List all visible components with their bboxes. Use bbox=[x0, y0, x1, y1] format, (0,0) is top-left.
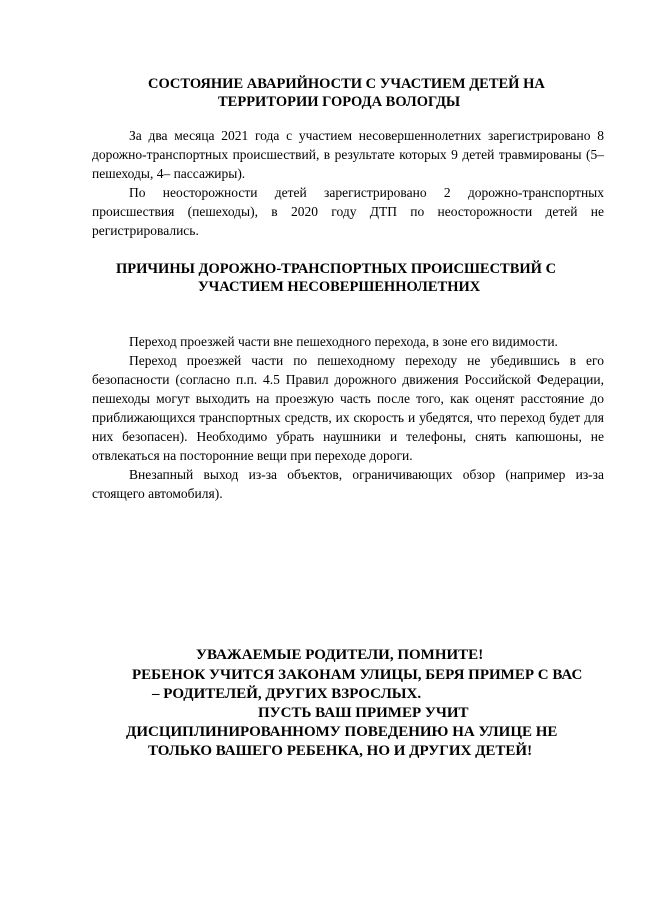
appeal-line1: УВАЖАЕМЫЕ РОДИТЕЛИ, ПОМНИТЕ! bbox=[196, 647, 484, 663]
appeal-line4: ПУСТЬ ВАШ ПРИМЕР УЧИТ bbox=[258, 705, 469, 721]
section2-body bbox=[92, 332, 604, 503]
section1-body bbox=[92, 126, 604, 240]
section1-paragraph: По неосторожности детей зарегистрировано 2 дорожно-транспортных происшествия (пешеходы), в 2020 году ДТП по неосторожности детей не регистрировались. bbox=[92, 185, 604, 238]
appeal-line5: ДИСЦИПЛИНИРОВАННОМУ ПОВЕДЕНИЮ НА УЛИЦЕ НЕ bbox=[126, 724, 558, 740]
appeal-line3: – РОДИТЕЛЕЙ, ДРУГИХ ВЗРОСЛЫХ. bbox=[152, 686, 422, 702]
section2-title-line1: ПРИЧИНЫ ДОРОЖНО-ТРАНСПОРТНЫХ ПРОИСШЕСТВИЙ С bbox=[116, 261, 557, 277]
section1-title-line2: ТЕРРИТОРИИ ГОРОДА ВОЛОГДЫ bbox=[218, 94, 461, 110]
appeal-line2: РЕБЕНОК УЧИТСЯ ЗАКОНАМ УЛИЦЫ, БЕРЯ ПРИМЕР С ВАС bbox=[132, 667, 583, 683]
section1-paragraph: За два месяца 2021 года с участием несовершеннолетних зарегистрировано 8 дорожно-транспортных происшествий, в результате которых 9 детей травмированы (5– пешеходы, 4– пассажиры). bbox=[92, 128, 604, 181]
section2-paragraph: Внезапный выход из-за объектов, ограничивающих обзор (например из-за стоящего автомобиля). bbox=[92, 467, 604, 501]
appeal-line6: ТОЛЬКО ВАШЕГО РЕБЕНКА, НО И ДРУГИХ ДЕТЕЙ! bbox=[148, 743, 533, 759]
section2-paragraph: Переход проезжей части по пешеходному переходу не убедившись в его безопасности (согласно п.п. 4.5 Правил дорожного движения Российской Федерации, пешеходы могут выходить на проезжую часть после того, как оценят расстояние до приближающихся транспортных средств, их скорость и убедятся, что переход будет для них безопасен). Необходимо убрать наушники и телефоны, снять капюшоны, не отвлекаться на посторонние вещи при переходе дороги. bbox=[92, 353, 604, 463]
section1-title-line1: СОСТОЯНИЕ АВАРИЙНОСТИ С УЧАСТИЕМ ДЕТЕЙ НА bbox=[148, 76, 545, 92]
section2-title-line2: УЧАСТИЕМ НЕСОВЕРШЕННОЛЕТНИХ bbox=[198, 279, 481, 295]
section2-paragraph: Переход проезжей части вне пешеходного перехода, в зоне его видимости. bbox=[129, 334, 558, 349]
